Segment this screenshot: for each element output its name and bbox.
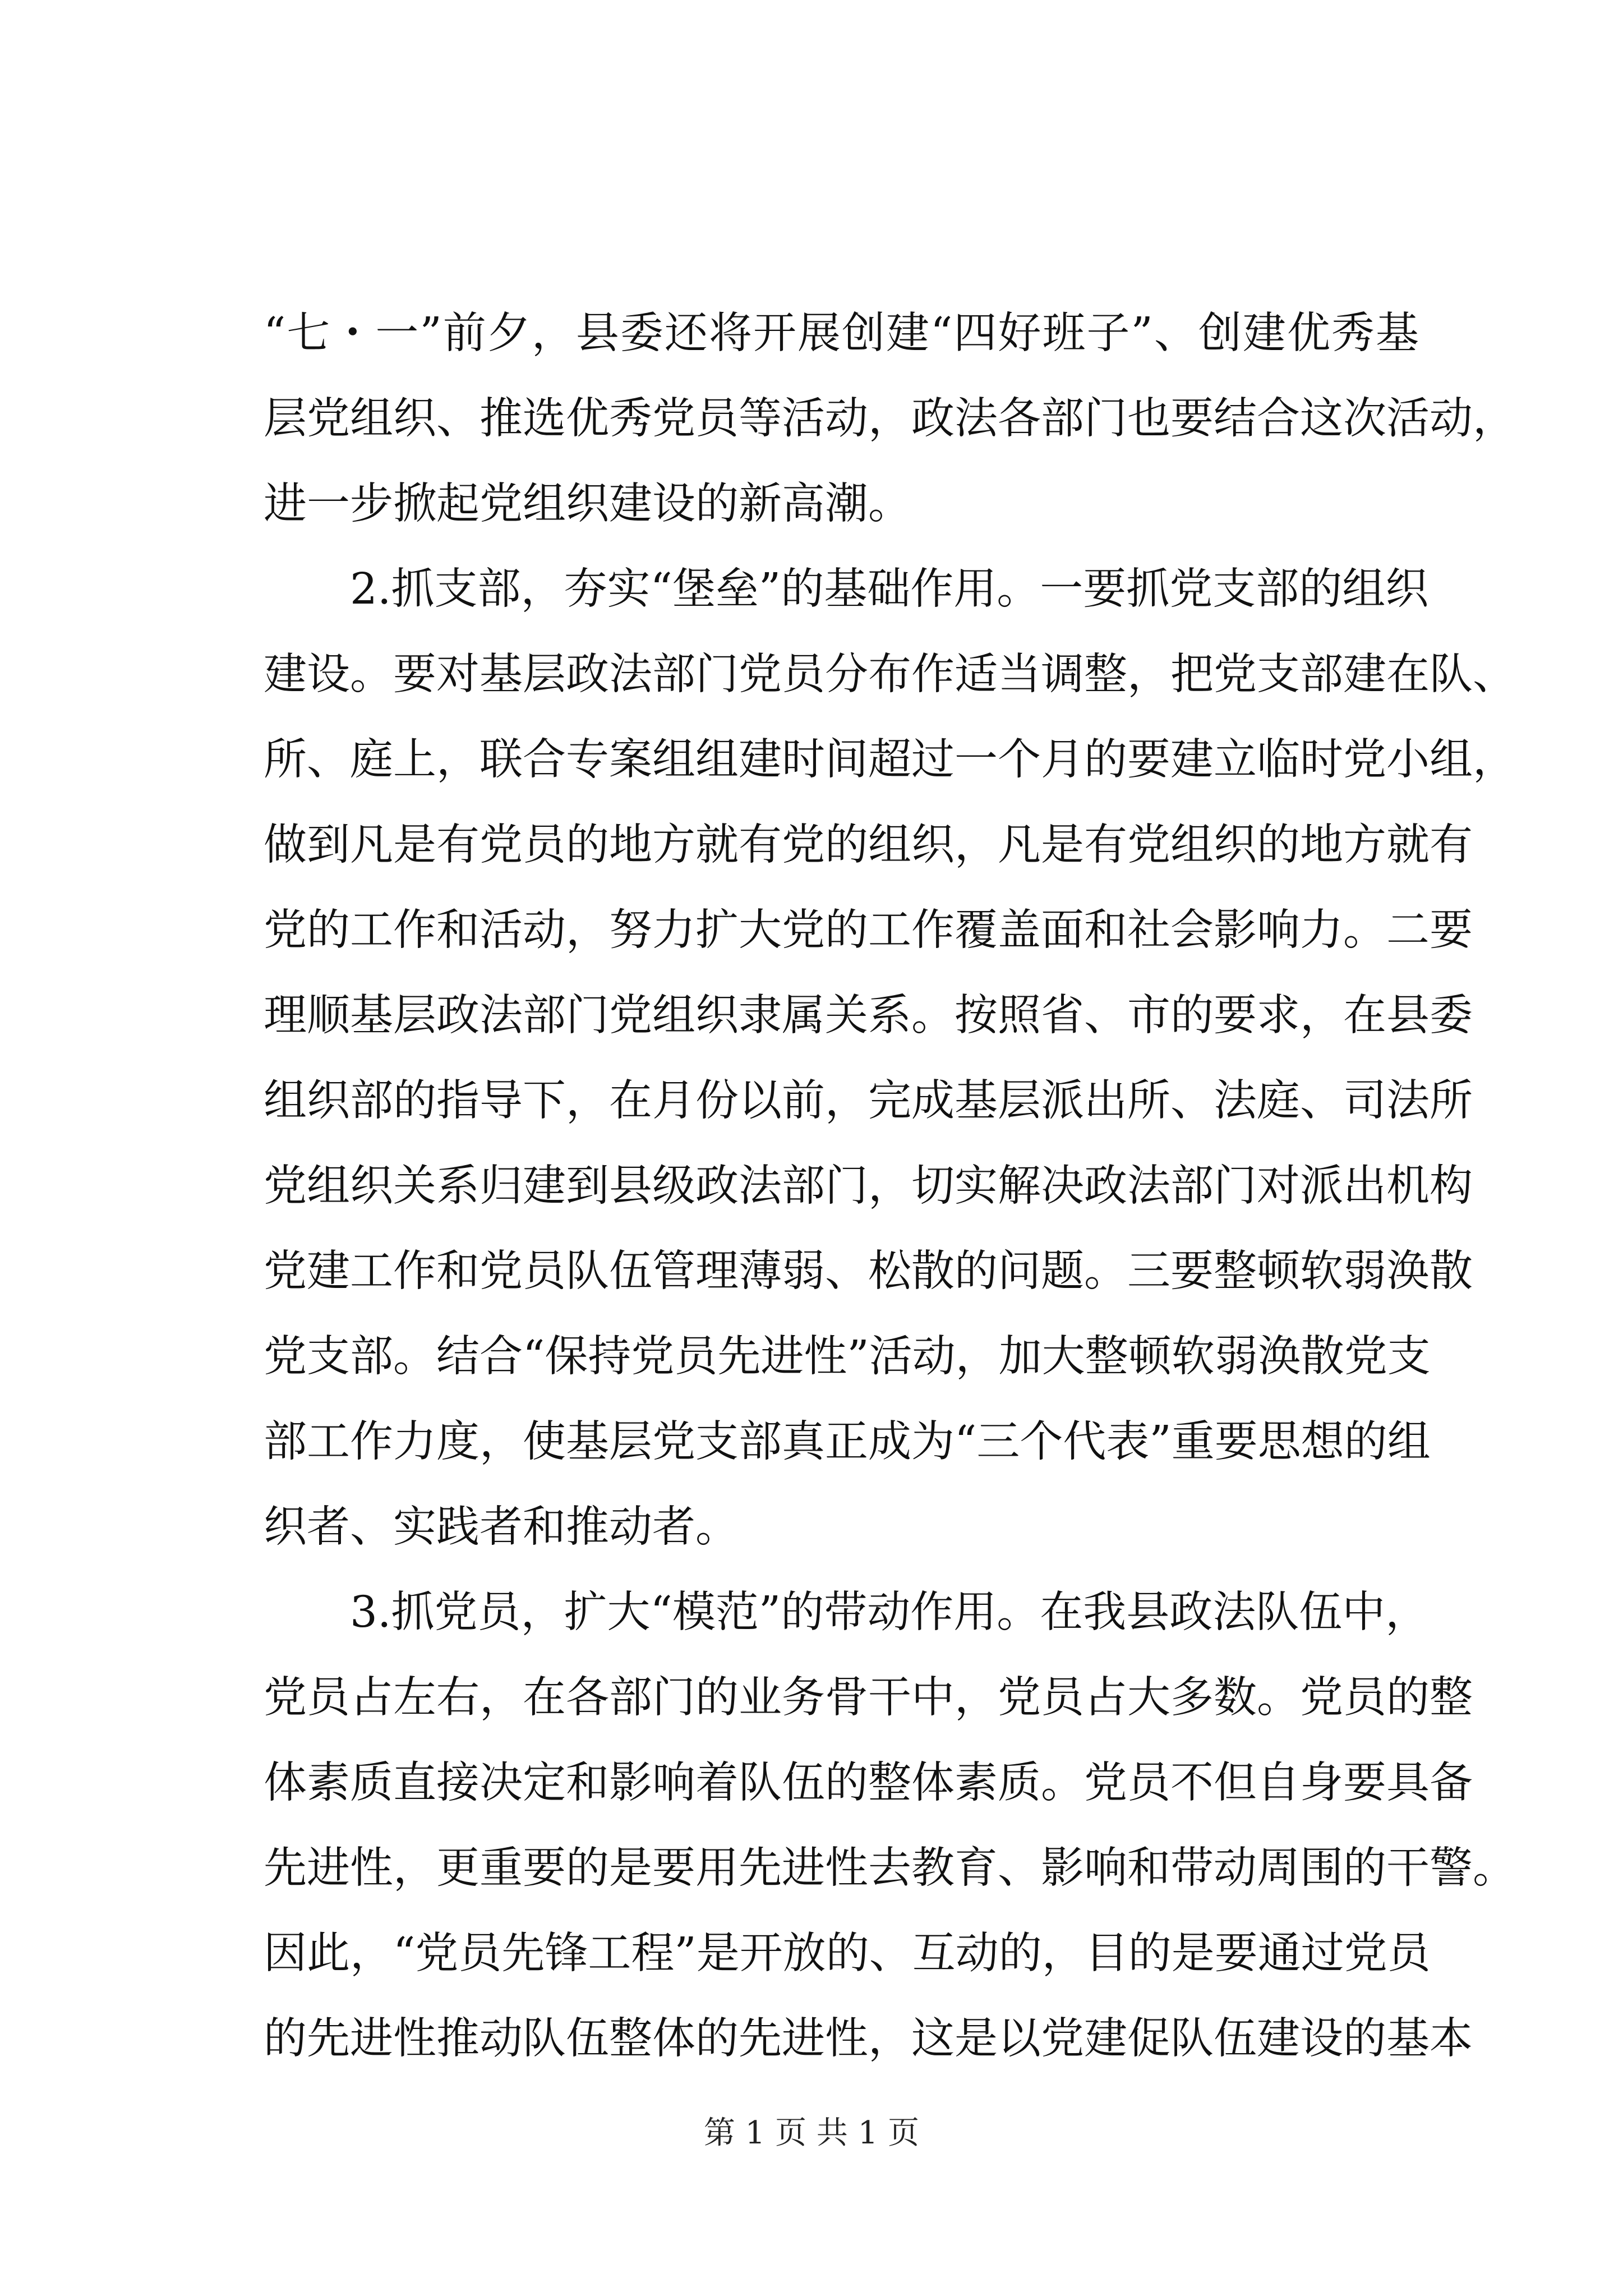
- text-line: 组织部的指导下，在月份以前，完成基层派出所、法庭、司法所: [264, 1076, 1473, 1126]
- text-line: 理顺基层政法部门党组织隶属关系。按照省、市的要求，在县委: [264, 991, 1473, 1041]
- page-number-footer: 第 1 页 共 1 页: [703, 2115, 920, 2151]
- text-line: 党员占左右，在各部门的业务骨干中，党员占大多数。党员的整: [264, 1673, 1473, 1723]
- text-line: 所、庭上，联合专案组组建时间超过一个月的要建立临时党小组，: [264, 735, 1516, 785]
- text-line: 的先进性推动队伍整体的先进性，这是以党建促队伍建设的基本: [264, 2014, 1473, 2064]
- text-line: 党组织关系归建到县级政法部门，切实解决政法部门对派出机构: [264, 1161, 1473, 1211]
- text-line: 2.抓支部，夯实“堡垒”的基础作用。一要抓党支部的组织: [264, 564, 1429, 614]
- text-line: 进一步掀起党组织建设的新高潮。: [264, 479, 911, 529]
- text-line: 部工作力度，使基层党支部真正成为“三个代表”重要思想的组: [264, 1417, 1431, 1467]
- text-line: 先进性，更重要的是要用先进性去教育、影响和带动周围的干警。: [264, 1843, 1516, 1893]
- text-line: 层党组织、推选优秀党员等活动，政法各部门也要结合这次活动，: [264, 394, 1516, 444]
- text-line: 体素质直接决定和影响着队伍的整体素质。党员不但自身要具备: [264, 1758, 1473, 1808]
- text-line: 织者、实践者和推动者。: [264, 1502, 739, 1552]
- text-line: 党的工作和活动，努力扩大党的工作覆盖面和社会影响力。二要: [264, 905, 1473, 955]
- text-line: “七・一”前夕，县委还将开展创建“四好班子”、创建优秀基: [264, 309, 1419, 358]
- text-line: 3.抓党员，扩大“模范”的带动作用。在我县政法队伍中，: [264, 1588, 1429, 1637]
- text-line: 建设。要对基层政法部门党员分布作适当调整，把党支部建在队、: [264, 650, 1516, 700]
- text-line: 党建工作和党员队伍管理薄弱、松散的问题。三要整顿软弱涣散: [264, 1246, 1473, 1296]
- text-line: 党支部。结合“保持党员先进性”活动，加大整顿软弱涣散党支: [264, 1332, 1431, 1382]
- text-line: 因此，“党员先锋工程”是开放的、互动的，目的是要通过党员: [264, 1929, 1431, 1978]
- text-line: 做到凡是有党员的地方就有党的组织，凡是有党组织的地方就有: [264, 820, 1473, 870]
